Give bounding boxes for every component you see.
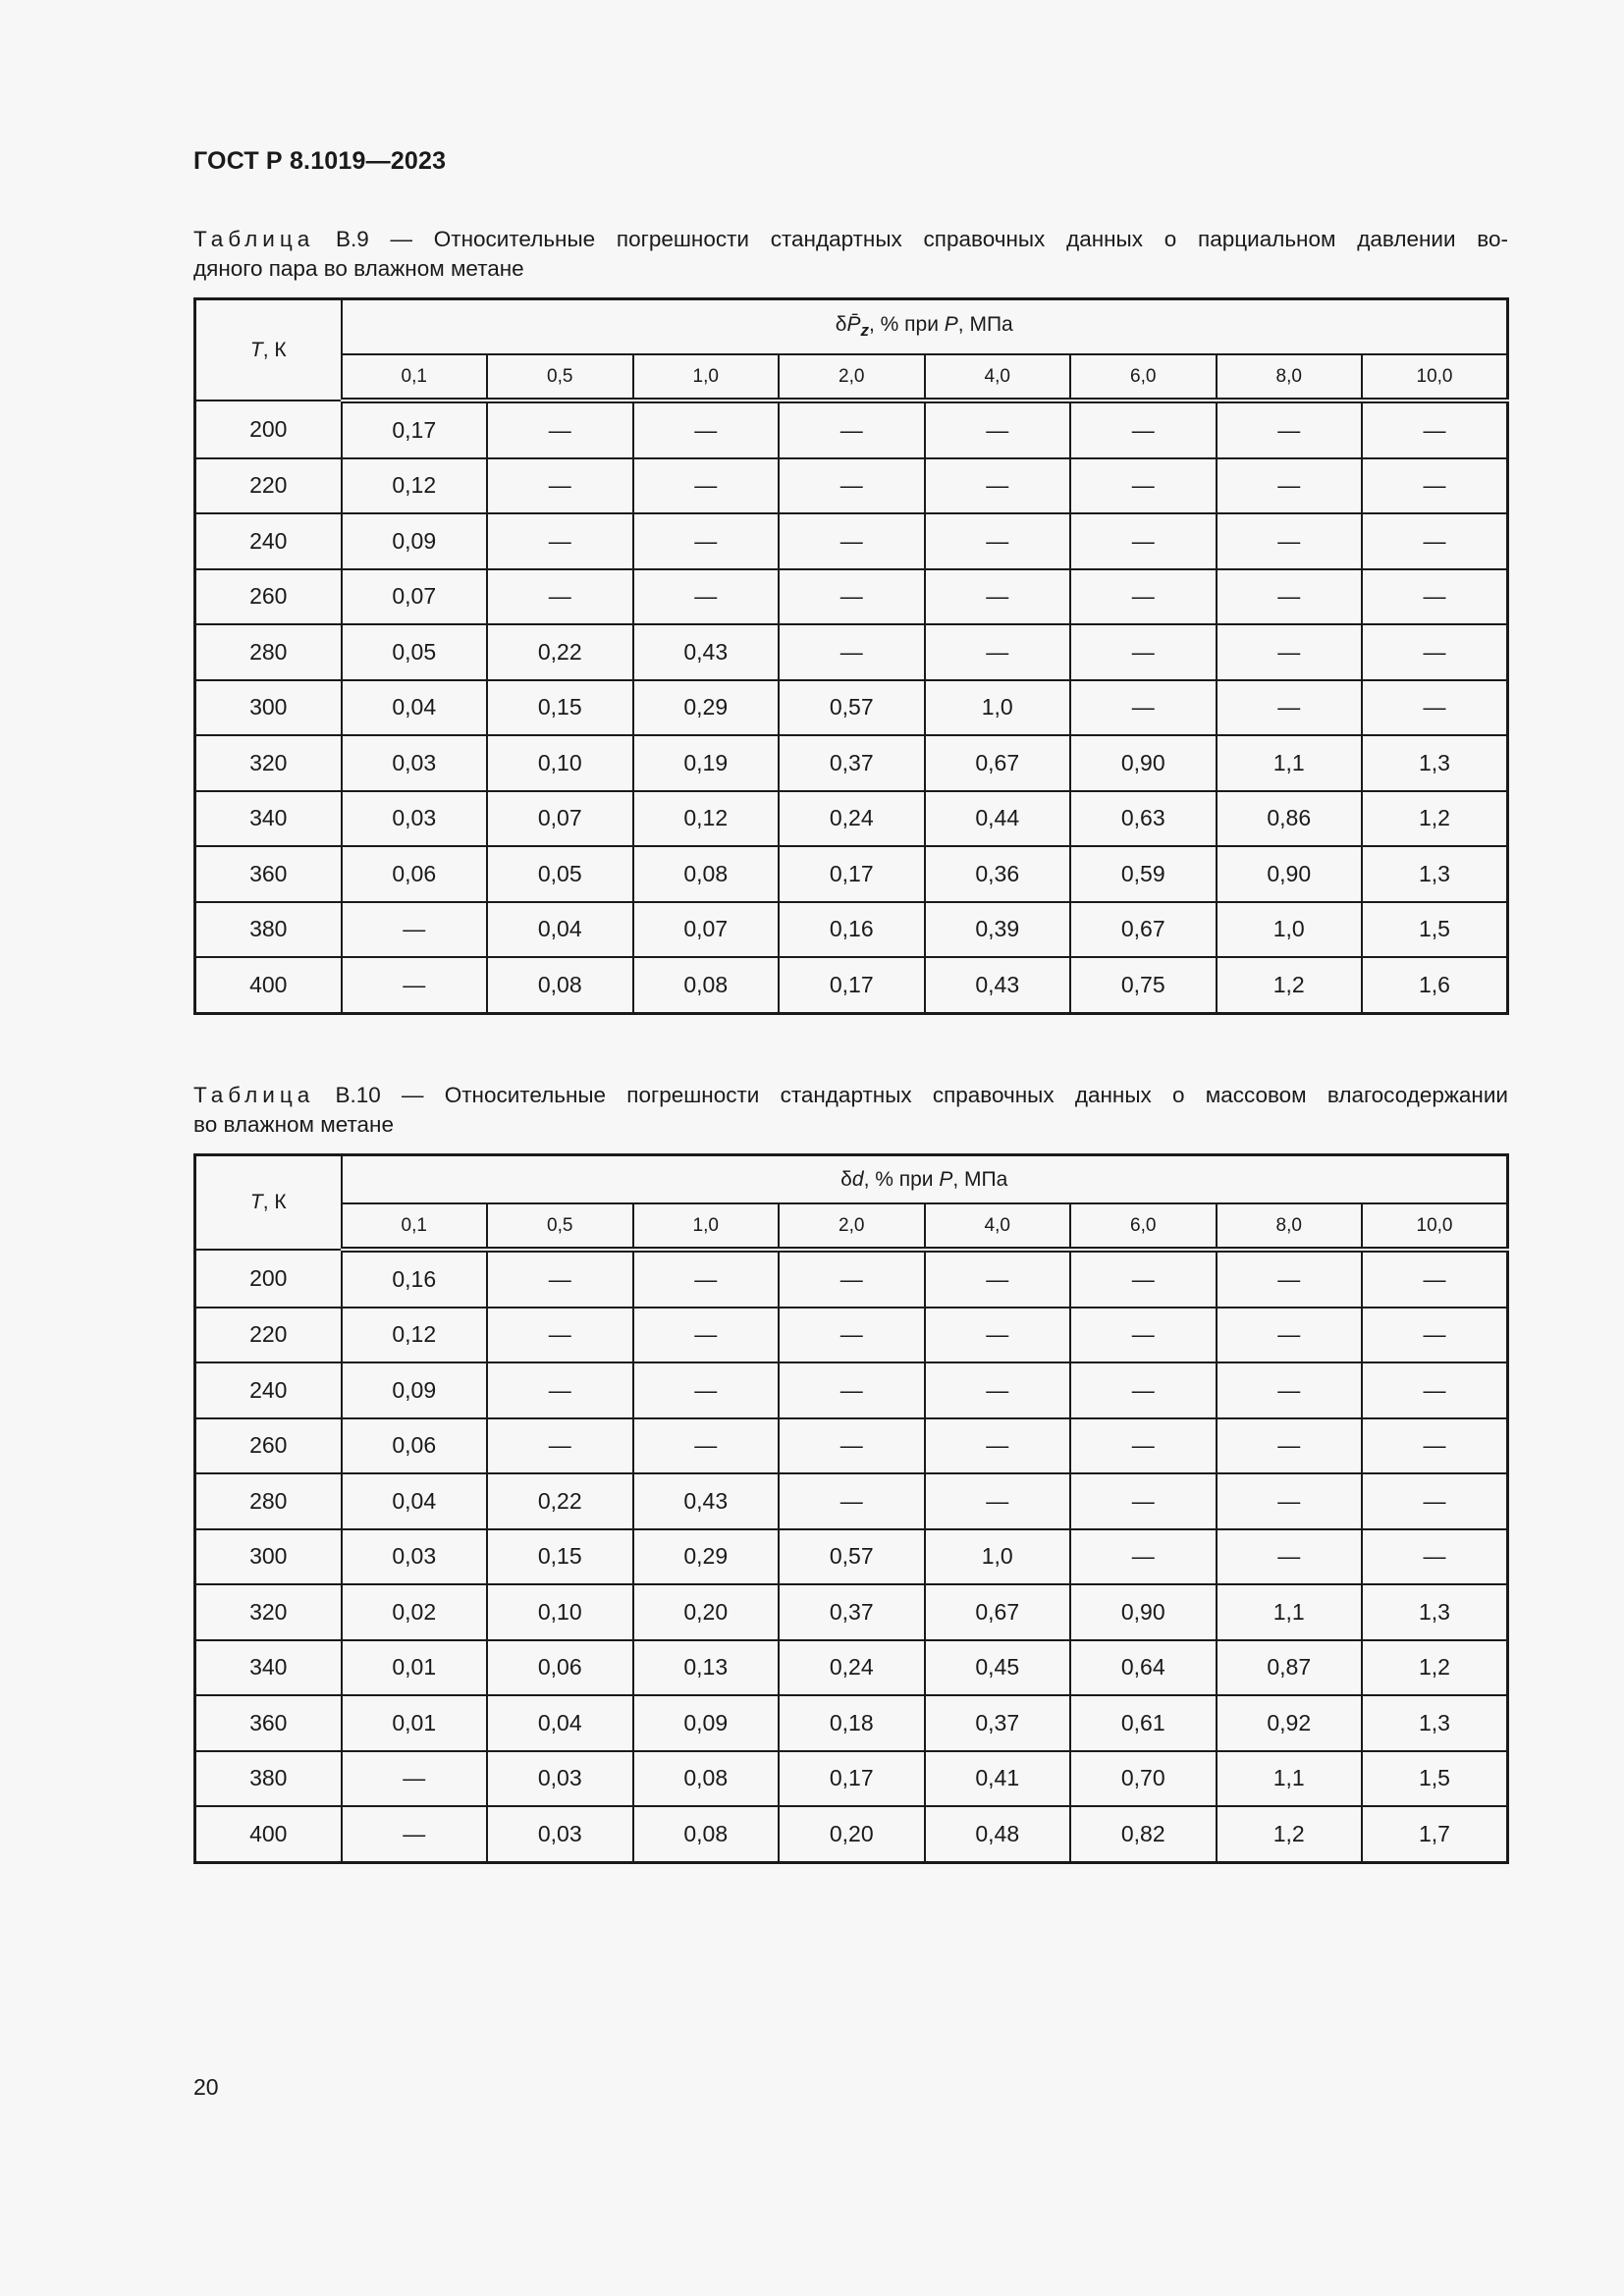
table-b9-value-cell: — [1070, 680, 1217, 736]
table-b9-value-cell: 1,1 [1217, 735, 1363, 791]
table-b9-pressure-row [195, 354, 1508, 400]
table-b10-pressure-header: 8,0 [1217, 1203, 1363, 1250]
table-b9-row [195, 458, 1508, 514]
table-b10-caption-text: В.10 — Относительные погрешности стандартных справочных данных о массовом влагосодержании [314, 1083, 1508, 1107]
table-b10-temperature-cell: 380 [195, 1751, 342, 1807]
table-b9-value-cell: — [342, 902, 488, 958]
table-b10-value-cell: 0,61 [1070, 1695, 1217, 1751]
table-b9-value-cell: 0,05 [342, 624, 488, 680]
table-b9-value-cell: 0,16 [779, 902, 925, 958]
table-b10-value-cell: — [342, 1806, 488, 1862]
table-b10-value-cell: 0,06 [342, 1418, 488, 1474]
table-b10-value-cell: 0,09 [342, 1362, 488, 1418]
table-b9-temperature-cell: 200 [195, 400, 342, 458]
table-b10-temperature-cell: 320 [195, 1584, 342, 1640]
table-b9-value-cell: — [779, 569, 925, 625]
table-b10-value-cell: — [1362, 1250, 1508, 1308]
table-b9-value-cell: 0,44 [925, 791, 1071, 847]
table-b10-pressure-header: 1,0 [633, 1203, 780, 1250]
table-b10-value-cell: 0,08 [633, 1751, 780, 1807]
table-b10-value-cell: 0,04 [487, 1695, 633, 1751]
table-b10-header-row [195, 1155, 1508, 1204]
table-b10-value-cell: — [779, 1308, 925, 1363]
table-b10-value-cell: — [1070, 1250, 1217, 1308]
table-b10-value-cell: 0,10 [487, 1584, 633, 1640]
table-b9 [193, 297, 1509, 1015]
table-b9-header-row [195, 299, 1508, 355]
table-b10-value-cell: 0,06 [487, 1640, 633, 1696]
table-b10-value-cell: 0,24 [779, 1640, 925, 1696]
table-b9-body [195, 400, 1508, 1013]
table-b9-value-cell: 1,0 [1217, 902, 1363, 958]
table-b10-pressure-header: 2,0 [779, 1203, 925, 1250]
table-b9-value-cell: — [779, 513, 925, 569]
table-b10-value-cell: — [342, 1751, 488, 1807]
table-b9-value-cell: — [1070, 513, 1217, 569]
table-b10-t-symbol: T [249, 1191, 263, 1213]
table-b10-value-cell: 1,7 [1362, 1806, 1508, 1862]
table-b9-value-cell: 0,17 [779, 846, 925, 902]
table-b9-t-symbol: T [249, 338, 263, 361]
table-b9-value-cell: — [925, 458, 1071, 514]
table-b9-value-cell: — [487, 569, 633, 625]
table-b10 [193, 1153, 1509, 1864]
table-b9-value-cell: 0,43 [925, 957, 1071, 1013]
table-b9-caption-line1 [193, 225, 1508, 254]
table-b10-temperature-cell: 280 [195, 1473, 342, 1529]
table-b10-value-cell: — [487, 1418, 633, 1474]
table-b10-caption-lead: Таблица [193, 1083, 315, 1107]
table-b10-value-cell: 0,29 [633, 1529, 780, 1585]
table-b9-quantity-header [342, 299, 1508, 355]
table-b9-pressure-header: 4,0 [925, 354, 1071, 400]
table-b10-value-cell: 1,1 [1217, 1584, 1363, 1640]
table-b9-value-cell: 0,10 [487, 735, 633, 791]
table-b9-value-cell: — [1217, 569, 1363, 625]
table-b10-quant-sep: , % при [863, 1167, 940, 1191]
table-b10-temperature-header [195, 1155, 342, 1251]
table-b10-pressure-header: 0,1 [342, 1203, 488, 1250]
table-b10-value-cell: 0,22 [487, 1473, 633, 1529]
table-b10-value-cell: 0,43 [633, 1473, 780, 1529]
table-b9-value-cell: — [1217, 458, 1363, 514]
table-b9-value-cell: — [1070, 569, 1217, 625]
table-b10-row [195, 1308, 1508, 1363]
table-b9-value-cell: — [1362, 569, 1508, 625]
table-b9-value-cell: 0,67 [925, 735, 1071, 791]
table-b10-row [195, 1362, 1508, 1418]
table-b10-value-cell: 1,2 [1362, 1640, 1508, 1696]
table-b9-value-cell: — [1362, 400, 1508, 458]
table-b9-value-cell: 1,2 [1217, 957, 1363, 1013]
table-b9-row [195, 400, 1508, 458]
table-b10-value-cell: — [1217, 1418, 1363, 1474]
table-b10-pressure-header: 10,0 [1362, 1203, 1508, 1250]
table-b9-caption-lead: Таблица [193, 227, 315, 251]
table-b10-value-cell: 0,45 [925, 1640, 1071, 1696]
table-b10-value-cell: 0,82 [1070, 1806, 1217, 1862]
table-b10-value-cell: — [1070, 1362, 1217, 1418]
table-b10-pressure-row [195, 1203, 1508, 1250]
table-b9-temperature-cell: 220 [195, 458, 342, 514]
table-b10-value-cell: 0,57 [779, 1529, 925, 1585]
table-b10-value-cell: — [1217, 1529, 1363, 1585]
table-b9-pressure-header: 2,0 [779, 354, 925, 400]
table-b10-value-cell: 1,3 [1362, 1695, 1508, 1751]
table-b10-value-cell: — [1362, 1473, 1508, 1529]
table-b9-row [195, 735, 1508, 791]
table-b9-t-unit: , К [262, 338, 287, 361]
table-b9-temperature-cell: 340 [195, 791, 342, 847]
table-b10-value-cell: 0,03 [487, 1751, 633, 1807]
table-b9-value-cell: — [1217, 513, 1363, 569]
table-b10-value-cell: — [1217, 1250, 1363, 1308]
table-b9-value-cell: 0,08 [633, 846, 780, 902]
table-b9-pressure-header: 10,0 [1362, 354, 1508, 400]
table-b9-value-cell: — [779, 458, 925, 514]
table-b9-quant-subscript: z [860, 321, 869, 341]
table-b9-value-cell: 0,22 [487, 624, 633, 680]
table-b10-value-cell: 0,20 [633, 1584, 780, 1640]
table-b10-value-cell: 0,20 [779, 1806, 925, 1862]
table-b10-value-cell: — [1362, 1418, 1508, 1474]
table-b10-value-cell: 1,1 [1217, 1751, 1363, 1807]
table-b10-value-cell: 0,67 [925, 1584, 1071, 1640]
table-b10-quant-unit: , МПа [952, 1167, 1008, 1191]
table-b10-value-cell: — [925, 1308, 1071, 1363]
table-b9-pressure-header: 6,0 [1070, 354, 1217, 400]
table-b10-value-cell: — [925, 1418, 1071, 1474]
table-b9-row [195, 569, 1508, 625]
table-b9-value-cell: — [1362, 458, 1508, 514]
table-b10-value-cell: — [1217, 1473, 1363, 1529]
table-b9-value-cell: — [1217, 624, 1363, 680]
table-b10-row [195, 1695, 1508, 1751]
table-b10-value-cell: 0,01 [342, 1640, 488, 1696]
table-b9-temperature-header [195, 299, 342, 401]
table-b10-value-cell: 0,13 [633, 1640, 780, 1696]
table-b9-value-cell: 1,3 [1362, 846, 1508, 902]
table-b10-value-cell: — [1362, 1308, 1508, 1363]
table-b9-pressure-header: 0,1 [342, 354, 488, 400]
table-b9-value-cell: — [1362, 624, 1508, 680]
table-b9-value-cell: — [1217, 400, 1363, 458]
table-b10-value-cell: 0,04 [342, 1473, 488, 1529]
table-b9-temperature-cell: 360 [195, 846, 342, 902]
table-b10-body [195, 1250, 1508, 1862]
table-b9-value-cell: 0,15 [487, 680, 633, 736]
table-b9-value-cell: — [487, 400, 633, 458]
table-b9-value-cell: 0,17 [342, 400, 488, 458]
table-b10-value-cell: — [779, 1362, 925, 1418]
table-b10-value-cell: 0,09 [633, 1695, 780, 1751]
table-b10-value-cell: — [633, 1418, 780, 1474]
table-b9-value-cell: — [1362, 513, 1508, 569]
table-b9-row [195, 624, 1508, 680]
table-b9-value-cell: 0,07 [342, 569, 488, 625]
table-b10-temperature-cell: 200 [195, 1250, 342, 1308]
table-b9-row [195, 957, 1508, 1013]
table-b10-quant-p: P [939, 1167, 953, 1191]
table-b9-caption-line2: дяного пара во влажном метане [193, 256, 524, 281]
table-b10-value-cell: 0,90 [1070, 1584, 1217, 1640]
table-b9-value-cell: 1,2 [1362, 791, 1508, 847]
table-b9-value-cell: 0,08 [633, 957, 780, 1013]
table-b9-caption-text: В.9 — Относительные погрешности стандартных справочных данных о парциальном давлении во- [314, 227, 1508, 251]
table-b9-value-cell: — [1070, 458, 1217, 514]
table-b10-value-cell: 1,0 [925, 1529, 1071, 1585]
table-b10-row [195, 1640, 1508, 1696]
table-b10-temperature-cell: 300 [195, 1529, 342, 1585]
table-b9-value-cell: 0,03 [342, 735, 488, 791]
table-b9-value-cell: — [925, 569, 1071, 625]
table-b9-caption [193, 225, 1508, 284]
table-b10-caption [193, 1081, 1508, 1140]
table-b9-value-cell: 1,5 [1362, 902, 1508, 958]
table-b9-value-cell: 0,36 [925, 846, 1071, 902]
table-b9-value-cell: 0,03 [342, 791, 488, 847]
table-b10-value-cell: 0,70 [1070, 1751, 1217, 1807]
table-b10-quantity-header [342, 1155, 1508, 1204]
table-b10-value-cell: — [925, 1250, 1071, 1308]
table-b10-caption-line2: во влажном метане [193, 1112, 394, 1137]
table-b10-temperature-cell: 400 [195, 1806, 342, 1862]
table-b10-value-cell: 0,01 [342, 1695, 488, 1751]
table-b9-quant-symbol: P̄ [846, 312, 861, 336]
table-b9-value-cell: 0,08 [487, 957, 633, 1013]
table-b9-value-cell: — [1070, 624, 1217, 680]
table-b10-value-cell: — [1070, 1308, 1217, 1363]
table-b10-value-cell: 0,16 [342, 1250, 488, 1308]
table-b10-row [195, 1250, 1508, 1308]
table-b9-value-cell: — [779, 400, 925, 458]
table-b9-value-cell: 1,6 [1362, 957, 1508, 1013]
document-id: ГОСТ Р 8.1019—2023 [193, 147, 447, 175]
table-b9-value-cell: — [633, 400, 780, 458]
table-b10-value-cell: 0,92 [1217, 1695, 1363, 1751]
table-b9-value-cell: 1,3 [1362, 735, 1508, 791]
table-b9-value-cell: 0,63 [1070, 791, 1217, 847]
table-b9-value-cell: 0,29 [633, 680, 780, 736]
table-b10-value-cell: — [1070, 1418, 1217, 1474]
table-b10-value-cell: 0,37 [779, 1584, 925, 1640]
table-b9-value-cell: — [779, 624, 925, 680]
table-b9-temperature-cell: 320 [195, 735, 342, 791]
table-b9-value-cell: 0,90 [1070, 735, 1217, 791]
table-b10-value-cell: 0,03 [487, 1806, 633, 1862]
table-b10-value-cell: 1,5 [1362, 1751, 1508, 1807]
table-b10-value-cell: — [925, 1362, 1071, 1418]
table-b9-value-cell: — [1217, 680, 1363, 736]
table-b9-value-cell: 0,17 [779, 957, 925, 1013]
table-b10-value-cell: 0,02 [342, 1584, 488, 1640]
table-b10-value-cell: — [633, 1250, 780, 1308]
table-b10-temperature-cell: 340 [195, 1640, 342, 1696]
table-b9-quant-sep: , % при [868, 312, 945, 336]
table-b9-temperature-cell: 240 [195, 513, 342, 569]
table-b9-value-cell: 1,0 [925, 680, 1071, 736]
table-b9-value-cell: 0,12 [342, 458, 488, 514]
table-b9-value-cell: 0,07 [487, 791, 633, 847]
table-b10-value-cell: — [1070, 1529, 1217, 1585]
table-b10-value-cell: — [487, 1250, 633, 1308]
table-b10-value-cell: — [1217, 1308, 1363, 1363]
table-b9-value-cell: — [925, 400, 1071, 458]
table-b9-value-cell: — [342, 957, 488, 1013]
table-b9-temperature-cell: 380 [195, 902, 342, 958]
table-b10-value-cell: 0,18 [779, 1695, 925, 1751]
table-b10-value-cell: 0,37 [925, 1695, 1071, 1751]
table-b10-value-cell: — [779, 1250, 925, 1308]
table-b9-value-cell: — [1362, 680, 1508, 736]
table-b10-temperature-cell: 240 [195, 1362, 342, 1418]
table-b9-value-cell: 0,43 [633, 624, 780, 680]
table-b10-row [195, 1529, 1508, 1585]
table-b9-value-cell: 0,90 [1217, 846, 1363, 902]
table-b9-value-cell: 0,09 [342, 513, 488, 569]
table-b9-value-cell: 0,75 [1070, 957, 1217, 1013]
table-b10-value-cell: 0,41 [925, 1751, 1071, 1807]
table-b10-value-cell: 1,3 [1362, 1584, 1508, 1640]
table-b9-row [195, 902, 1508, 958]
table-b10-temperature-cell: 260 [195, 1418, 342, 1474]
table-b10-value-cell: — [633, 1308, 780, 1363]
table-b9-value-cell: 0,12 [633, 791, 780, 847]
table-b9-value-cell: 0,24 [779, 791, 925, 847]
table-b10-t-unit: , К [262, 1191, 287, 1213]
table-b9-value-cell: 0,04 [342, 680, 488, 736]
table-b10-value-cell: — [487, 1362, 633, 1418]
table-b10-pressure-header: 6,0 [1070, 1203, 1217, 1250]
table-b10-value-cell: 0,12 [342, 1308, 488, 1363]
table-b9-row [195, 513, 1508, 569]
table-b10-value-cell: 0,48 [925, 1806, 1071, 1862]
table-b10-value-cell: 0,03 [342, 1529, 488, 1585]
table-b9-pressure-header: 1,0 [633, 354, 780, 400]
table-b9-value-cell: 0,07 [633, 902, 780, 958]
table-b10-value-cell: 0,08 [633, 1806, 780, 1862]
table-b9-quant-unit: , МПа [957, 312, 1013, 336]
table-b9-value-cell: — [633, 513, 780, 569]
table-b10-pressure-header: 4,0 [925, 1203, 1071, 1250]
table-b10-value-cell: — [1362, 1529, 1508, 1585]
table-b9-quant-p: P [944, 312, 958, 336]
table-b9-temperature-cell: 280 [195, 624, 342, 680]
table-b9-temperature-cell: 300 [195, 680, 342, 736]
page-number: 20 [193, 2074, 219, 2100]
table-b10-value-cell: 1,2 [1217, 1806, 1363, 1862]
table-b9-value-cell: — [1070, 400, 1217, 458]
table-b9-value-cell: 0,59 [1070, 846, 1217, 902]
table-b9-value-cell: — [925, 624, 1071, 680]
table-b9-value-cell: — [487, 513, 633, 569]
table-b9-pressure-header: 8,0 [1217, 354, 1363, 400]
table-b10-row [195, 1751, 1508, 1807]
table-b9-row [195, 680, 1508, 736]
table-b9-value-cell: 0,05 [487, 846, 633, 902]
table-b9-temperature-cell: 260 [195, 569, 342, 625]
table-b10-temperature-cell: 220 [195, 1308, 342, 1363]
table-b10-pressure-header: 0,5 [487, 1203, 633, 1250]
table-b9-value-cell: — [487, 458, 633, 514]
table-b10-row [195, 1418, 1508, 1474]
table-b9-value-cell: 0,19 [633, 735, 780, 791]
table-b10-value-cell: 0,87 [1217, 1640, 1363, 1696]
table-b10-value-cell: — [487, 1308, 633, 1363]
table-b9-temperature-cell: 400 [195, 957, 342, 1013]
table-b9-value-cell: 0,39 [925, 902, 1071, 958]
table-b9-value-cell: 0,37 [779, 735, 925, 791]
table-b10-value-cell: — [1070, 1473, 1217, 1529]
table-b9-pressure-header: 0,5 [487, 354, 633, 400]
table-b10-value-cell: — [1217, 1362, 1363, 1418]
table-b10-row [195, 1473, 1508, 1529]
table-b10-row [195, 1584, 1508, 1640]
table-b9-quant-prefix: δ [835, 312, 847, 336]
table-b9-value-cell: 0,04 [487, 902, 633, 958]
table-b10-value-cell: 0,17 [779, 1751, 925, 1807]
table-b10-caption-line1 [193, 1081, 1508, 1110]
table-b9-value-cell: 0,57 [779, 680, 925, 736]
table-b9-value-cell: 0,86 [1217, 791, 1363, 847]
table-b9-value-cell: 0,06 [342, 846, 488, 902]
table-b10-quant-prefix: δ [840, 1167, 852, 1191]
table-b9-row [195, 791, 1508, 847]
table-b10-value-cell: — [1362, 1362, 1508, 1418]
table-b10-value-cell: — [633, 1362, 780, 1418]
table-b10-value-cell: — [779, 1418, 925, 1474]
table-b9-value-cell: — [633, 458, 780, 514]
table-b10-value-cell: 0,15 [487, 1529, 633, 1585]
table-b10-value-cell: — [925, 1473, 1071, 1529]
table-b10-temperature-cell: 360 [195, 1695, 342, 1751]
table-b9-value-cell: — [925, 513, 1071, 569]
table-b9-value-cell: — [633, 569, 780, 625]
table-b10-row [195, 1806, 1508, 1862]
table-b9-row [195, 846, 1508, 902]
table-b10-quant-symbol: d [851, 1167, 864, 1191]
table-b10-value-cell: — [779, 1473, 925, 1529]
table-b9-value-cell: 0,67 [1070, 902, 1217, 958]
table-b10-value-cell: 0,64 [1070, 1640, 1217, 1696]
